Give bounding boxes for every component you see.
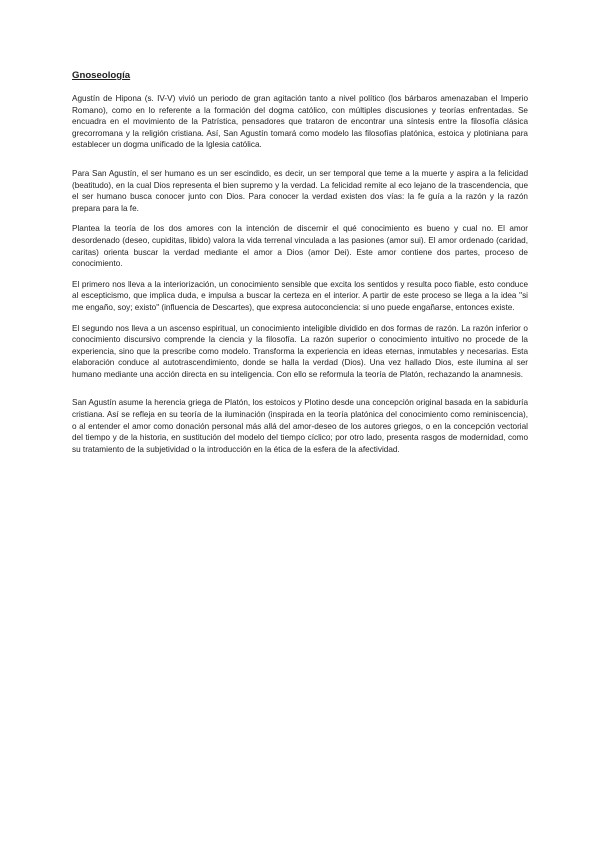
document-title: Gnoseología <box>72 70 131 81</box>
paragraph-spacer <box>72 214 528 223</box>
paragraph-spacer <box>72 314 528 323</box>
paragraph-interiorization: El primero nos lleva a la interiorización, un conocimiento sensible que excita los sentidos y resulta poco fiable, esto conduce al escepticismo, que implica duda, e impulsa a buscar la certeza en el interior. A partir de este proceso se llega a la idea "si me engaño, soy; existo" (influencia de Descartes), que expresa autoconciencia: si uno puede engañarse, entonces existe. <box>72 279 528 312</box>
paragraph-context: Agustín de Hipona (s. IV-V) vivió un periodo de gran agitación tanto a nivel político (los bárbaros amenazaban el Imperio Romano), como en lo referente a la formación del dogma católico, con múltiples discusiones y teorías enfrentadas. Se encuadra en el movimiento de la Patrística, pensadores que trataron de encontrar una síntesis entre la filosofía clásica grecorromana y la religión cristiana. Así, San Agustín tomará como modelo las filosofías platónica, estoica y plotiniana para establecer un dogma unificado de la Iglesia católica. <box>72 94 528 150</box>
paragraph-spiritual-ascent: El segundo nos lleva a un ascenso espiritual, un conocimiento inteligible dividido en dos formas de razón. La razón inferior o conocimiento discursivo comprende la ciencia y la filosofía. La razón superior o conocimiento intuitivo no procede de la experiencia, sino que la prescribe como modelo. Transforma la experiencia en ideas eternas, inmutables y necesarias. Esta elaboración conduce al autotrascendimiento, donde se halla la verdad (Dios). Una vez hallado Dios, este ilumina al ser humano mediante una acción directa en su inteligencia. Con ello se reformula la teoría de Platón, rechazando la anamnesis. <box>72 323 528 379</box>
paragraph-spacer <box>72 270 528 279</box>
paragraph-spacer <box>72 151 528 168</box>
paragraph-human-being: Para San Agustín, el ser humano es un ser escindido, es decir, un ser temporal que teme a la muerte y aspira a la felicidad (beatitudo), en la cual Dios representa el bien supremo y la verdad. La felicidad remite al eco lejano de la trascendencia, que el ser humano busca conocer junto con Dios. Para conocer la verdad existen dos vías: la fe guía a la razón y la razón prepara para la fe. <box>72 168 528 213</box>
document-page <box>72 70 528 455</box>
paragraph-greek-heritage: San Agustín asume la herencia griega de Platón, los estoicos y Plotino desde una concepción original basada en la sabiduría cristiana. Así se refleja en su teoría de la iluminación (inspirada en la teoría platónica del conocimiento como reminiscencia), o al entender el amor como donación personal más allá del amor-deseo de los autores griegos, o en la concepción vectorial del tiempo y de la historia, en sustitución del modelo del tiempo cíclico; por otro lado, presenta rasgos de modernidad, como su tratamiento de la subjetividad o la introducción en la ética de la esfera de la afectividad. <box>72 398 528 454</box>
paragraph-two-loves: Plantea la teoría de los dos amores con la intención de discernir el qué conocimiento es bueno y cual no. El amor desordenado (deseo, cupiditas, libido) valora la vida terrenal vinculada a las pasiones (amor sui). El amor ordenado (caridad, caritas) orienta buscar la verdad mediante el amor a Dios (amor Dei). Este amor contiene dos partes, proceso de conocimiento. <box>72 224 528 269</box>
paragraph-spacer <box>72 380 528 397</box>
